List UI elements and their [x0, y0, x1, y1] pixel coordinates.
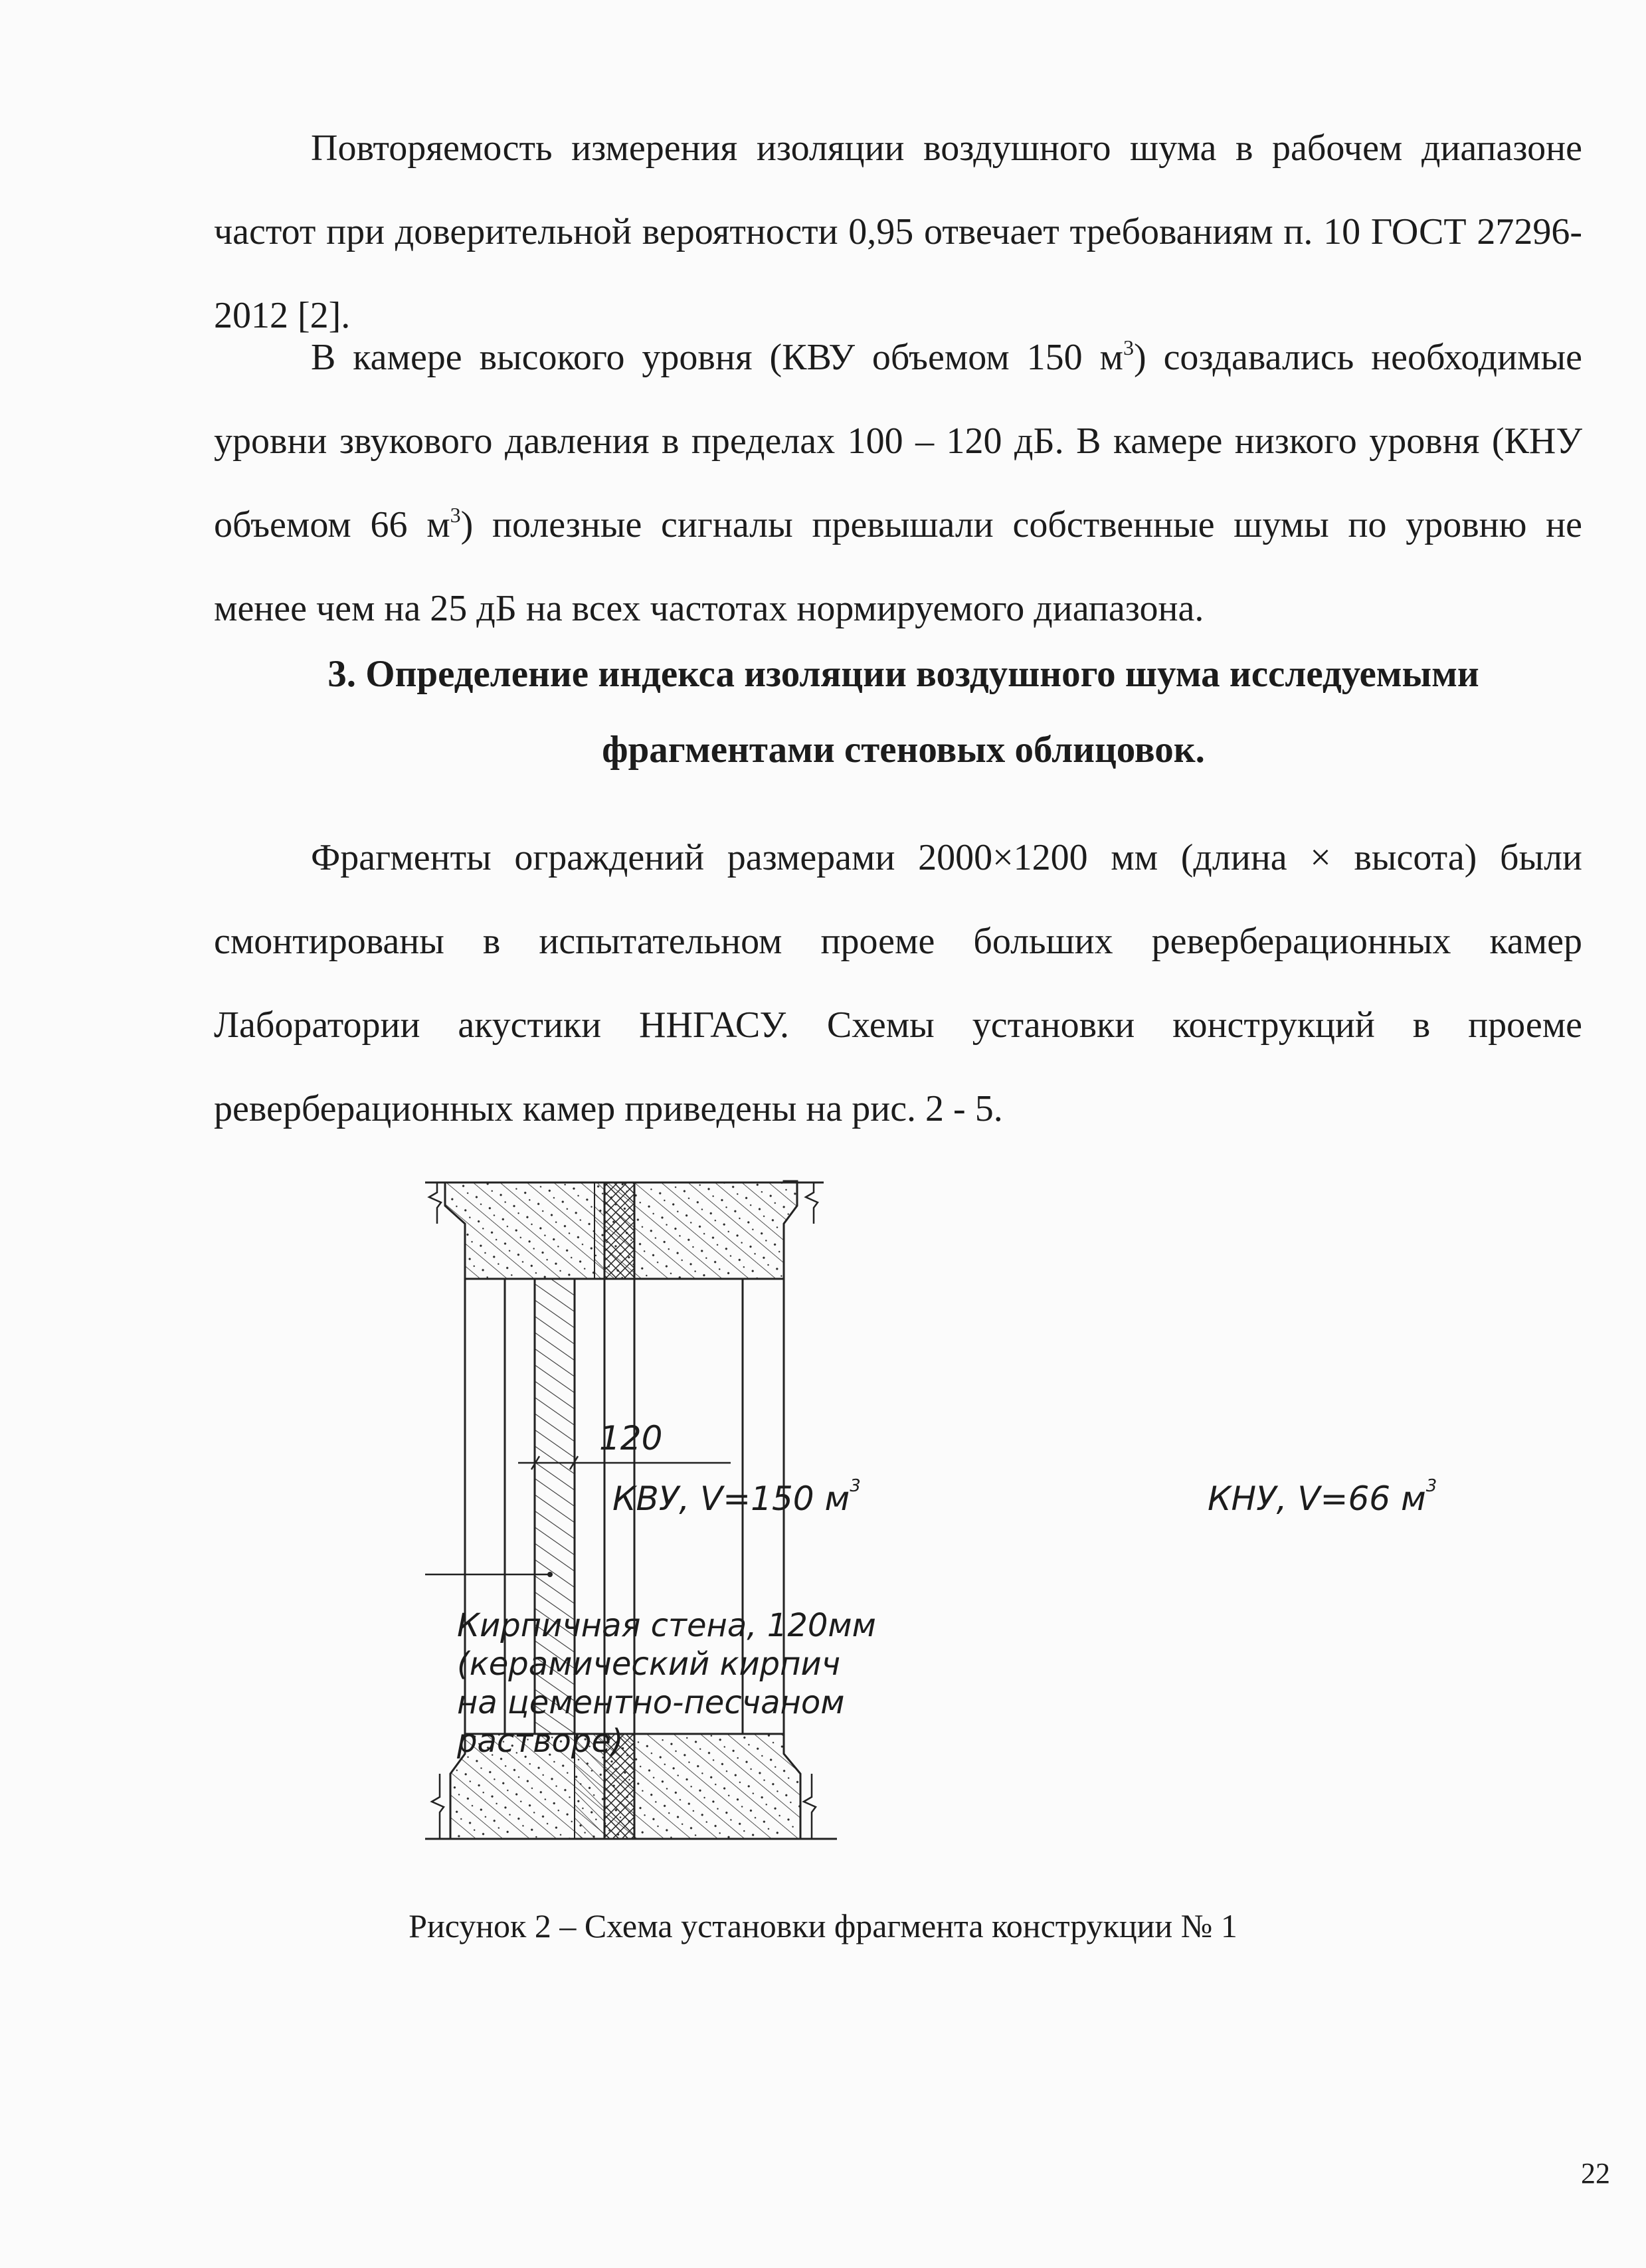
- dimension-label: 120: [599, 1419, 663, 1458]
- right-room-superscript: 3: [1425, 1476, 1437, 1496]
- paragraph-chamber-levels-part-1: В камере высокого уровня (КВУ объемом 150 м: [311, 337, 1123, 378]
- right-room-label: [1208, 1476, 1437, 1518]
- paragraph-chamber-levels: [214, 316, 1582, 650]
- paragraph-chamber-levels-part-3: ) полезные сигналы превышали собственные шумы по уровню не менее чем на 25 дБ на всех частотах нормируемого диапазона.: [214, 504, 1582, 629]
- callout-line-4: растворе): [457, 1723, 624, 1760]
- superscript-cubic-2: 3: [450, 503, 461, 527]
- left-room-label-text: КВУ, V=150 м: [612, 1479, 850, 1518]
- paragraph-fragments-mounting: Фрагменты ограждений размерами 2000×1200 мм (длина × высота) были смонтированы в испытательном проеме больших реверберационных камер Лаборатории акустики ННГАСУ. Схемы установки конструкций в проеме реверберационных камер приведены на рис. 2 - 5.: [214, 837, 1582, 1129]
- figure-caption: Рисунок 2 – Схема установки фрагмента конструкции № 1: [409, 1907, 1237, 1944]
- right-room-label-text: КНУ, V=66 м: [1208, 1479, 1426, 1518]
- installation-drawing: [425, 1143, 1302, 1913]
- left-room-superscript: 3: [850, 1476, 861, 1496]
- callout-line-3: на цементно-песчаном: [457, 1684, 845, 1721]
- paragraph-chamber-levels-part-2: ) создавались необходимые уровни звукового давления в пределах 100 – 120 дБ. В камере низкого уровня (КНУ объемом 66 м: [214, 337, 1583, 545]
- section-heading: 3. Определение индекса изоляции воздушного шума исследуемыми фрагментами стеновых облицовок.: [327, 653, 1479, 771]
- callout-dot: [547, 1572, 553, 1577]
- top-slab: [425, 1181, 824, 1279]
- brick-wall-callout: [457, 1606, 876, 1760]
- callout-line-2: (керамический кирпич: [457, 1646, 841, 1683]
- left-room-label: [612, 1476, 861, 1518]
- page-number: 22: [1581, 2157, 1610, 2190]
- figure-installation-scheme: [425, 1143, 1302, 1913]
- paragraph-repeatability: Повторяемость измерения изоляции воздушного шума в рабочем диапазоне частот при доверительной вероятности 0,95 отвечает требованиям п. 10 ГОСТ 27296-2012 [2].: [214, 128, 1582, 336]
- superscript-cubic-1: 3: [1123, 335, 1134, 359]
- callout-line-1: Кирпичная стена, 120мм: [457, 1607, 876, 1644]
